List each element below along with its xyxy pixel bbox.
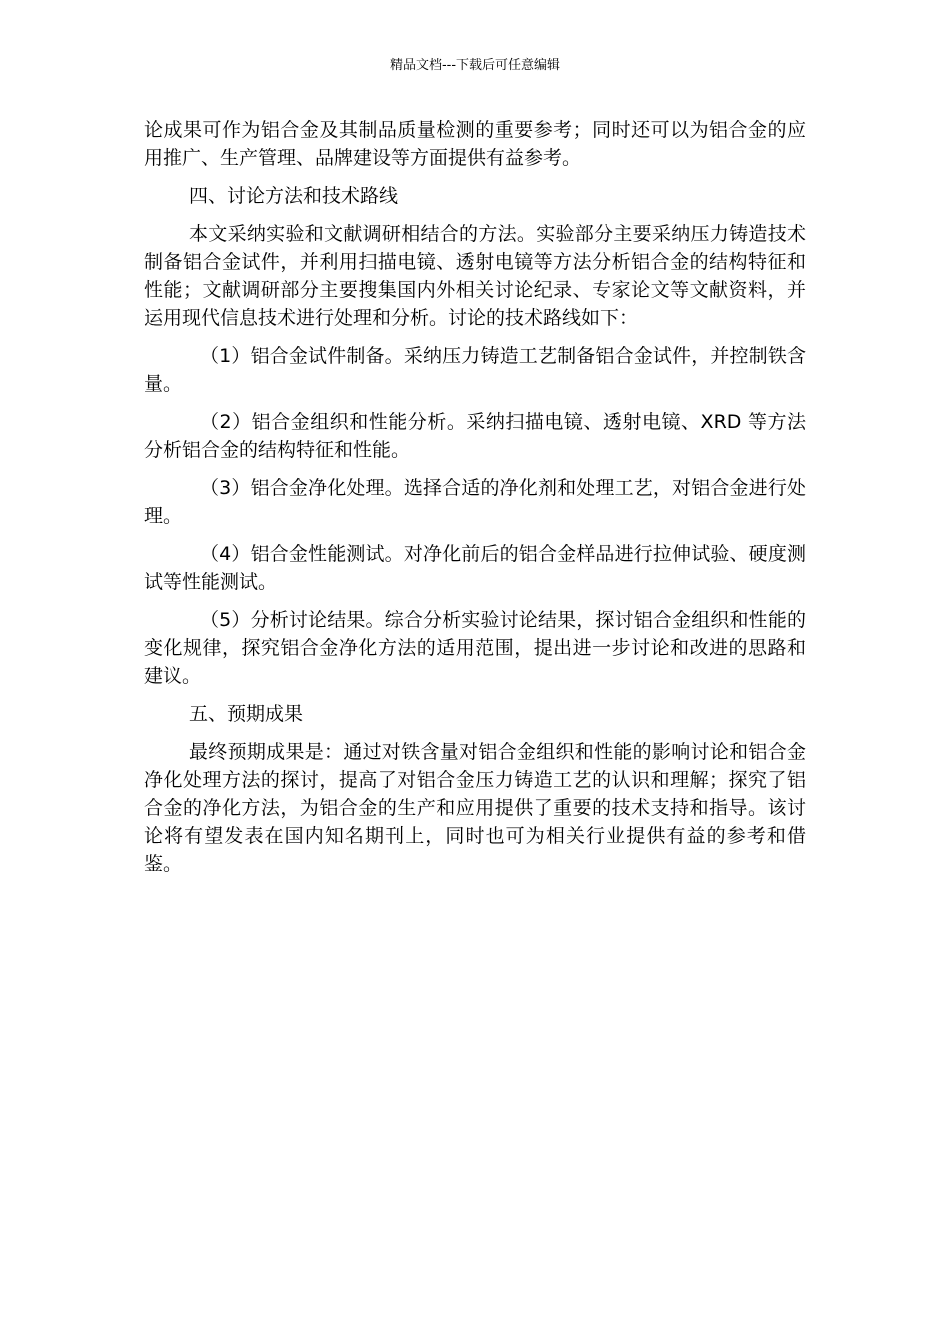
- section-heading-4: 四、讨论方法和技术路线: [189, 185, 399, 207]
- section-heading-5: 五、预期成果: [189, 703, 304, 725]
- step-item-5: （5）分析讨论结果。综合分析实验讨论结果，探讨铝合金组织和性能的变化规律，探究铝合金净化方法的适用范围，提出进一步讨论和改进的思路和建议。: [144, 609, 806, 687]
- document-body: [144, 116, 806, 888]
- paragraph-method-intro: 本文采纳实验和文献调研相结合的方法。实验部分主要采纳压力铸造技术制备铝合金试件，并利用扫描电镜、透射电镜等方法分析铝合金的结构特征和性能；文献调研部分主要搜集国内外相关讨论纪录、专家论文等文献资料，并运用现代信息技术进行处理和分析。讨论的技术路线如下：: [144, 223, 806, 329]
- step-item-4: （4）铝合金性能测试。对净化前后的铝合金样品进行拉伸试验、硬度测试等性能测试。: [144, 543, 806, 593]
- page-header: 精品文档---下载后可任意编辑: [389, 58, 561, 73]
- step-item-2: （2）铝合金组织和性能分析。采纳扫描电镜、透射电镜、XRD 等方法分析铝合金的结构特征和性能。: [144, 411, 806, 461]
- paragraph-expected-results: 最终预期成果是：通过对铁含量对铝合金组织和性能的影响讨论和铝合金净化处理方法的探讨，提高了对铝合金压力铸造工艺的认识和理解；探究了铝合金的净化方法，为铝合金的生产和应用提供了重要的技术支持和指导。该讨论将有望发表在国内知名期刊上，同时也可为相关行业提供有益的参考和借鉴。: [144, 741, 806, 875]
- step-item-1: （1）铝合金试件制备。采纳压力铸造工艺制备铝合金试件，并控制铁含量。: [144, 345, 806, 395]
- paragraph-continuation: 论成果可作为铝合金及其制品质量检测的重要参考；同时还可以为铝合金的应用推广、生产管理、品牌建设等方面提供有益参考。: [144, 119, 806, 169]
- step-item-3: （3）铝合金净化处理。选择合适的净化剂和处理工艺，对铝合金进行处理。: [144, 477, 806, 527]
